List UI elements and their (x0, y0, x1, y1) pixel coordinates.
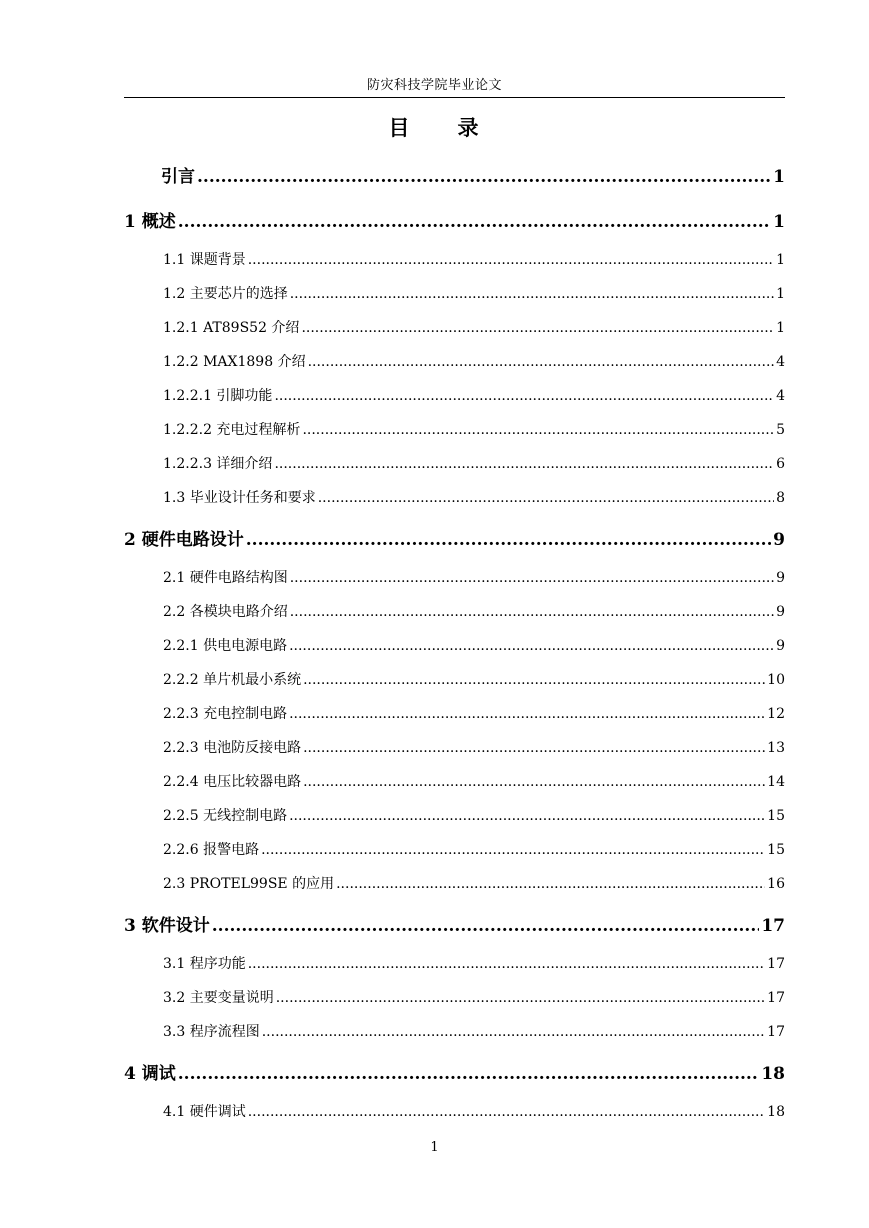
toc-entry-label: 1.2.2 MAX1898 介绍 (163, 354, 306, 370)
dot-leader (197, 167, 771, 187)
toc-entry-label: 2.3 PROTEL99SE 的应用 (163, 876, 335, 892)
toc-entry[interactable] (124, 525, 785, 550)
toc-entry-label: 2.2.3 充电控制电路 (163, 706, 288, 722)
dot-leader (303, 740, 765, 756)
toc-entry[interactable] (163, 453, 785, 473)
toc-entry[interactable] (163, 669, 785, 689)
dot-leader (289, 706, 765, 722)
dot-leader (248, 956, 765, 972)
dot-leader (336, 876, 765, 892)
dot-leader (276, 990, 765, 1006)
toc-entry-label: 1.3 毕业设计任务和要求 (163, 490, 316, 506)
toc-entry[interactable] (163, 487, 785, 507)
toc-entry-page: 5 (776, 422, 785, 438)
dot-leader (248, 1104, 765, 1120)
toc-entry-label: 2.2.6 报警电路 (163, 842, 260, 858)
toc-entry[interactable] (163, 737, 785, 757)
toc-entry-label: 4 调试 (124, 1064, 176, 1084)
toc-entry-label: 1.2.2.3 详细介绍 (163, 456, 273, 472)
toc-entry[interactable] (163, 1101, 785, 1121)
toc-entry[interactable] (163, 703, 785, 723)
toc-entry-page: 4 (776, 354, 785, 370)
dot-leader (274, 388, 774, 404)
dot-leader (303, 672, 765, 688)
toc-entry-label: 2.1 硬件电路结构图 (163, 570, 288, 586)
dot-leader (262, 1024, 765, 1040)
dot-leader (178, 212, 771, 232)
dot-leader (289, 808, 765, 824)
dot-leader (318, 490, 774, 506)
toc-entry[interactable] (163, 317, 785, 337)
toc-entry[interactable] (163, 805, 785, 825)
dot-leader (308, 354, 775, 370)
toc-entry-label: 1.2.1 AT89S52 介绍 (163, 320, 300, 336)
dot-leader (290, 286, 774, 302)
toc-title: 目 录 (388, 115, 481, 140)
toc-entry-page: 4 (776, 388, 785, 404)
toc-entry-page: 1 (773, 212, 785, 232)
toc-entry-page: 17 (761, 916, 785, 936)
toc-entry-page: 9 (776, 570, 785, 586)
toc-entry-page: 10 (767, 672, 785, 688)
toc-entry-label: 2.2.5 无线控制电路 (163, 808, 288, 824)
toc-entry-page: 1 (773, 167, 785, 187)
toc-entry-label: 2.2.1 供电电源电路 (163, 638, 288, 654)
toc-entry-label: 2 硬件电路设计 (124, 530, 244, 550)
toc-entry-label: 2.2.2 单片机最小系统 (163, 672, 302, 688)
toc-entry[interactable] (124, 911, 785, 936)
toc-entry-label: 2.2.3 电池防反接电路 (163, 740, 302, 756)
toc-entry-page: 18 (761, 1064, 785, 1084)
toc-entry[interactable] (163, 987, 785, 1007)
toc-entry-page: 1 (776, 320, 785, 336)
toc-entry-page: 14 (767, 774, 785, 790)
toc-entry[interactable] (163, 771, 785, 791)
toc-entry-page: 15 (767, 842, 785, 858)
dot-leader (261, 842, 765, 858)
toc-entry-label: 引言 (161, 167, 195, 187)
toc-entry-label: 3.1 程序功能 (163, 956, 246, 972)
toc-entry[interactable] (163, 953, 785, 973)
toc-entry[interactable] (163, 249, 785, 269)
dot-leader (212, 916, 760, 936)
toc-entry-page: 6 (776, 456, 785, 472)
toc-entry-page: 9 (776, 638, 785, 654)
toc-entry-page: 18 (767, 1104, 785, 1120)
toc-entry-page: 1 (776, 286, 785, 302)
toc-entry-label: 4.1 硬件调试 (163, 1104, 246, 1120)
dot-leader (301, 320, 774, 336)
page-header: 防灾科技学院毕业论文 (366, 78, 502, 93)
page-number: 1 (430, 1140, 439, 1155)
toc-entry-label: 3 软件设计 (124, 916, 210, 936)
toc-entry[interactable] (163, 567, 785, 587)
toc-entry[interactable] (163, 839, 785, 859)
toc-entry[interactable] (163, 873, 785, 893)
toc-entry-page: 17 (767, 956, 785, 972)
toc-entry[interactable] (163, 419, 785, 439)
toc-entry-page: 15 (767, 808, 785, 824)
toc-entry-label: 2.2 各模块电路介绍 (163, 604, 288, 620)
toc-entry-page: 12 (767, 706, 785, 722)
toc-entry-page: 13 (767, 740, 785, 756)
toc-entry-label: 3.3 程序流程图 (163, 1024, 260, 1040)
dot-leader (289, 638, 774, 654)
toc-entry-label: 1 概述 (124, 212, 176, 232)
toc-entry[interactable] (124, 1059, 785, 1084)
toc-entry[interactable] (163, 601, 785, 621)
dot-leader (302, 422, 774, 438)
toc-entry-label: 1.1 课题背景 (163, 252, 246, 268)
toc-entry-page: 16 (767, 876, 785, 892)
toc-entry-page: 9 (773, 530, 785, 550)
dot-leader (303, 774, 765, 790)
toc-entry[interactable] (163, 1021, 785, 1041)
toc-entry-page: 8 (776, 490, 785, 506)
toc-entry-label: 1.2.2.1 引脚功能 (163, 388, 273, 404)
toc-entry[interactable] (124, 207, 785, 232)
dot-leader (178, 1064, 760, 1084)
dot-leader (274, 456, 774, 472)
dot-leader (248, 252, 774, 268)
toc-entry[interactable] (163, 351, 785, 371)
toc-entry-page: 17 (767, 1024, 785, 1040)
dot-leader (290, 570, 774, 586)
dot-leader (290, 604, 774, 620)
toc-entry-label: 3.2 主要变量说明 (163, 990, 274, 1006)
toc-entry-page: 17 (767, 990, 785, 1006)
toc-entry-label: 1.2 主要芯片的选择 (163, 286, 288, 302)
toc-entry[interactable] (163, 283, 785, 303)
toc-entry[interactable] (163, 385, 785, 405)
toc-entry[interactable] (161, 162, 785, 187)
toc-entry-label: 1.2.2.2 充电过程解析 (163, 422, 301, 438)
toc-entry-page: 1 (776, 252, 785, 268)
toc-entry[interactable] (163, 635, 785, 655)
dot-leader (246, 530, 771, 550)
toc-entry-label: 2.2.4 电压比较器电路 (163, 774, 302, 790)
toc-entry-page: 9 (776, 604, 785, 620)
